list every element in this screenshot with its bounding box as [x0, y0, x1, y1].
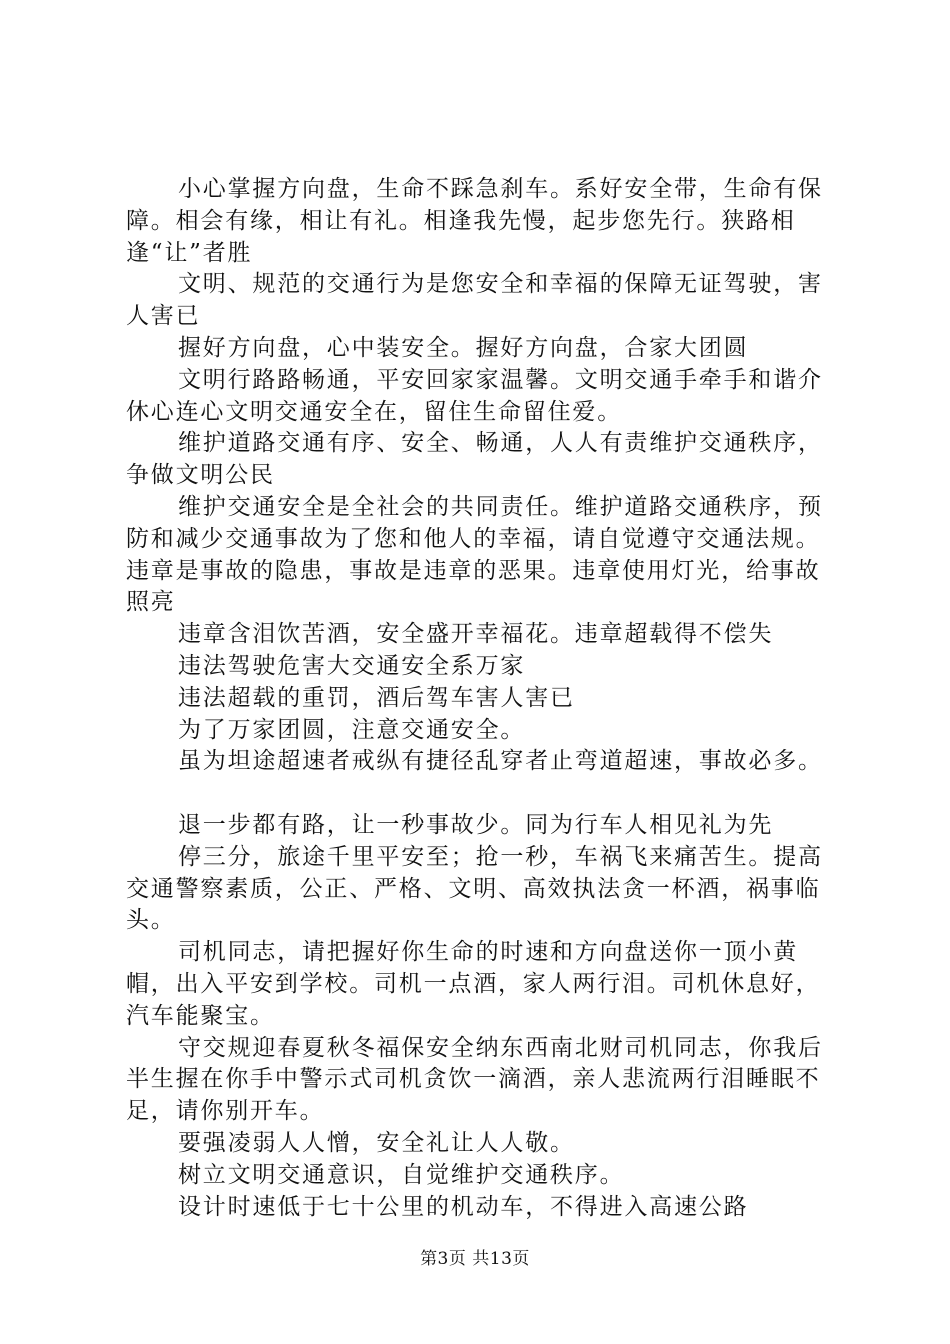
paragraph: 小心掌握方向盘，生命不踩急刹车。系好安全带，生命有保障。相会有缘，相让有礼。相逢我先慢，起步您先行。狭路相逢“让”者胜 — [126, 176, 823, 266]
paragraph: 设计时速低于七十公里的机动车，不得进入高速公路 — [178, 1193, 749, 1220]
paragraph: 违法超载的重罚，酒后驾车害人害已 — [178, 684, 575, 711]
paragraph: 虽为坦途超速者戒纵有捷径乱穿者止弯道超速，事故必多。 — [178, 748, 823, 775]
paragraph: 维护交通安全是全社会的共同责任。维护道路交通秩序，预防和减少交通事故为了您和他人的幸福，请自觉遵守交通法规。违章是事故的隐患，事故是违章的恶果。违章使用灯光，给事故照亮 — [126, 493, 823, 616]
paragraph: 文明、规范的交通行为是您安全和幸福的保障无证驾驶，害人害已 — [126, 271, 823, 330]
paragraph: 要强凌弱人人憎，安全礼让人人敬。 — [178, 1129, 575, 1156]
document-body — [126, 174, 844, 1223]
paragraph: 退一步都有路，让一秒事故少。同为行车人相见礼为先 — [178, 811, 774, 838]
paragraph: 司机同志，请把握好你生命的时速和方向盘送你一顶小黄帽，出入平安到学校。司机一点酒，家人两行泪。司机休息好，汽车能聚宝。 — [126, 939, 821, 1029]
paragraph: 停三分，旅途千里平安至；抢一秒，车祸飞来痛苦生。提高交通警察素质，公正、严格、文明、高效执法贪一杯酒，祸事临头。 — [126, 843, 823, 934]
page-number-footer: 第3页 共13页 — [420, 1249, 530, 1269]
paragraph: 为了万家团圆，注意交通安全。 — [178, 716, 526, 743]
paragraph: 违章含泪饮苦酒，安全盛开幸福花。违章超载得不偿失 — [178, 621, 774, 648]
paragraph: 树立文明交通意识，自觉维护交通秩序。 — [178, 1161, 625, 1188]
paragraph: 违法驾驶危害大交通安全系万家 — [178, 652, 526, 679]
paragraph: 文明行路路畅通，平安回家家温馨。文明交通手牵手和谐介休心连心文明交通安全在，留住生命留住爱。 — [126, 366, 823, 425]
paragraph: 维护道路交通有序、安全、畅通，人人有责维护交通秩序，争做文明公民 — [126, 430, 823, 489]
paragraph: 握好方向盘，心中装安全。握好方向盘，合家大团圆 — [178, 334, 749, 361]
paragraph: 守交规迎春夏秋冬福保安全纳东西南北财司机同志，你我后半生握在你手中警示式司机贪饮一滴酒，亲人悲流两行泪睡眠不足，请你别开车。 — [126, 1034, 823, 1125]
